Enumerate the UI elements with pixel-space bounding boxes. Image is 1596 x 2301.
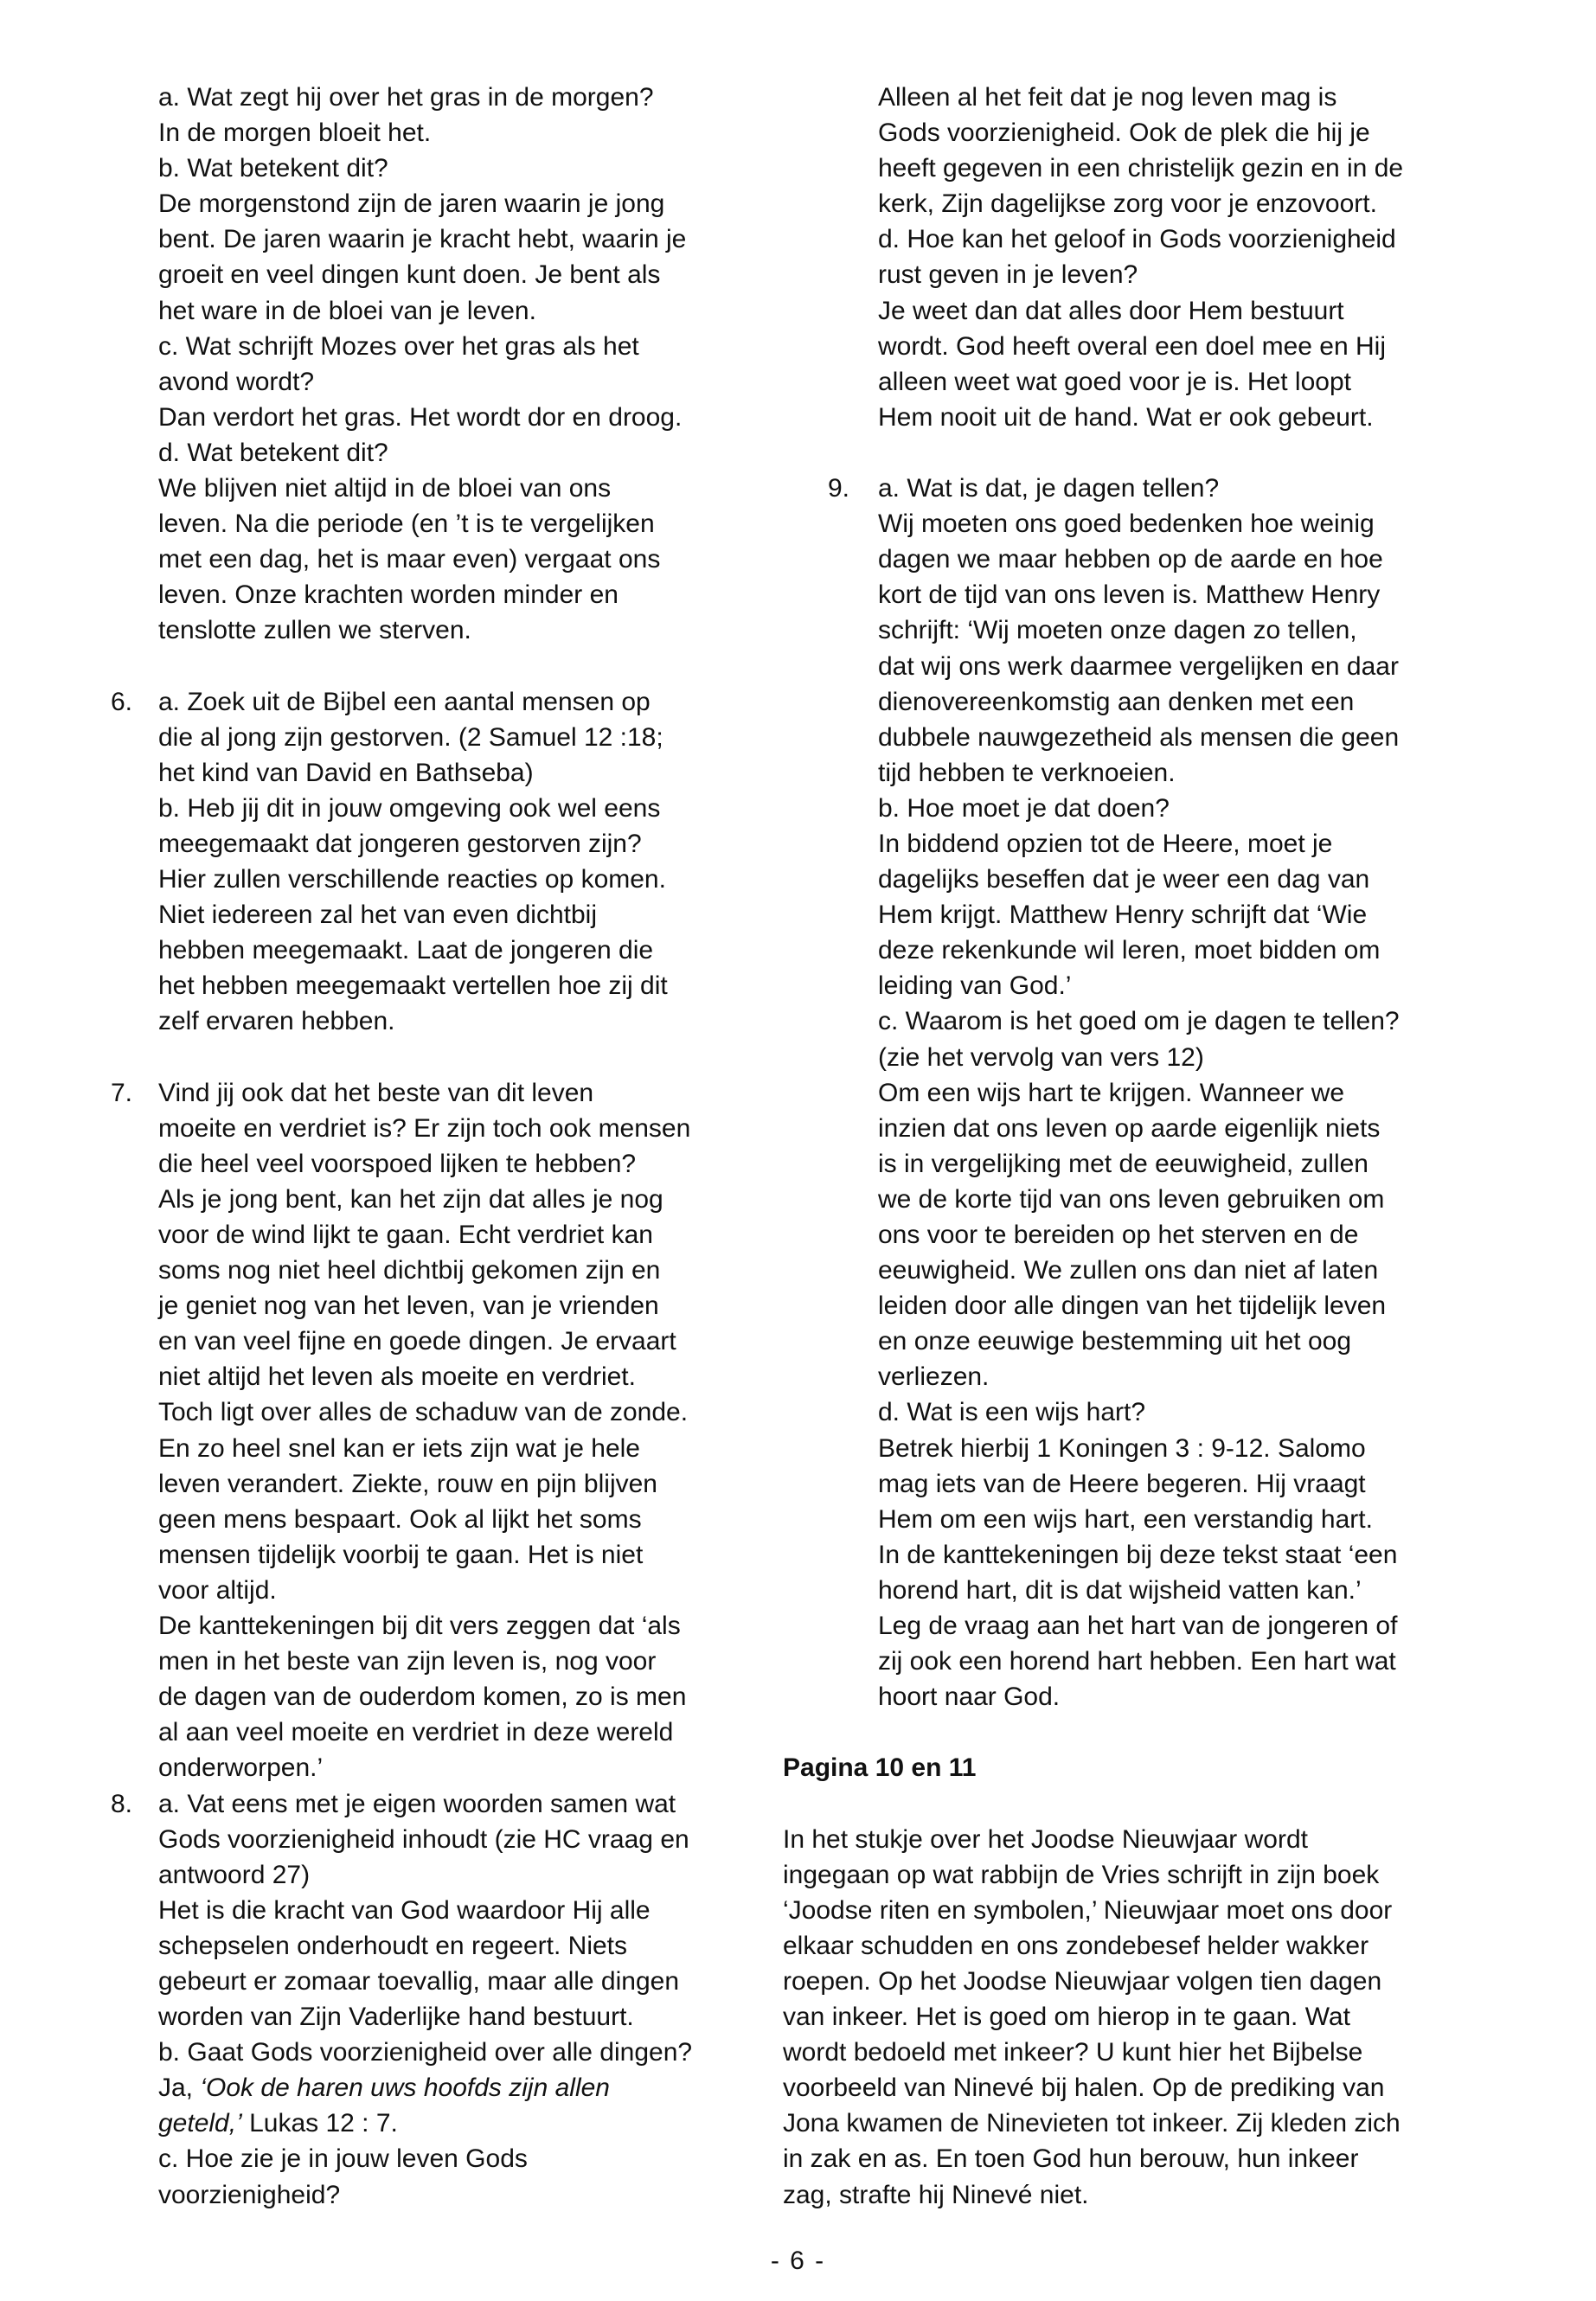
text-line: In de morgen bloeit het. — [158, 119, 432, 148]
text-line: a. Wat zegt hij over het gras in de morgen? — [158, 83, 654, 112]
text-line: leiding van God.’ — [878, 971, 1072, 1001]
text-line: Wij moeten ons goed bedenken hoe weinig — [878, 510, 1375, 539]
text-line: d. Hoe kan het geloof in Gods voorzienigheid — [878, 225, 1396, 254]
text-line: En zo heel snel kan er iets zijn wat je hele — [158, 1433, 640, 1463]
text-line: c. Wat schrijft Mozes over het gras als het — [158, 331, 639, 361]
text-line: avond wordt? — [158, 367, 315, 396]
text-line: niet altijd het leven als moeite en verdriet. — [158, 1362, 636, 1392]
text-line: schepselen onderhoudt en regeert. Niets — [158, 1931, 628, 1960]
text-line: wordt bedoeld met inkeer? U kunt hier het Bijbelse — [783, 2038, 1363, 2067]
text-line: eeuwigheid. We zullen ons dan niet af laten — [878, 1256, 1379, 1285]
text-line: c. Waarom is het goed om je dagen te tellen? — [878, 1007, 1400, 1036]
text-line: het hebben meegemaakt vertellen hoe zij dit — [158, 971, 668, 1001]
italic-quote: ‘Ook de haren uws hoofds zijn allen — [200, 2073, 610, 2103]
text-line — [158, 2106, 768, 2141]
text-line: leven. Onze krachten worden minder en — [158, 580, 619, 610]
text-line: elkaar schudden en ons zondebesef helder wakker — [783, 1931, 1369, 1960]
text-line: leven. Na die periode (en ’t is te vergelijken — [158, 510, 655, 539]
paragraph-gap — [783, 1715, 1527, 1750]
text-line: die al jong zijn gestorven. (2 Samuel 12 :18; — [158, 722, 663, 752]
paragraph — [111, 80, 768, 649]
text-line: soms nog niet heel dichtbij gekomen zijn en — [158, 1256, 661, 1285]
text-line: Vind jij ook dat het beste van dit leven — [158, 1078, 594, 1107]
text-line: b. Heb jij dit in jouw omgeving ook wel eens — [158, 793, 661, 823]
item-number: 9. — [828, 474, 850, 503]
text-line: dagen we maar hebben op de aarde en hoe — [878, 545, 1383, 574]
text-line: c. Hoe zie je in jouw leven Gods — [158, 2144, 528, 2174]
paragraph-gap — [111, 649, 768, 684]
text-line: leiden door alle dingen van het tijdelijk leven — [878, 1292, 1387, 1321]
text-line: dienovereenkomstig aan denken met een — [878, 687, 1355, 716]
text-line: Hem krijgt. Matthew Henry schrijft dat ‘Wie — [878, 901, 1368, 930]
text-line: bent. De jaren waarin je kracht hebt, waarin je — [158, 225, 687, 254]
text-line: zij ook een horend hart hebben. Een hart wat — [878, 1647, 1396, 1676]
text-line: tijd hebben te verknoeien. — [878, 758, 1176, 787]
text-line: In de kanttekeningen bij deze tekst staat ‘een — [878, 1540, 1398, 1569]
text-line: ons voor te bereiden op het sterven en de — [878, 1221, 1359, 1249]
text-line: rust geven in je leven? — [878, 260, 1138, 290]
text-line: hebben meegemaakt. Laat de jongeren die — [158, 936, 654, 965]
heading-text: Pagina 10 en 11 — [783, 1753, 977, 1783]
text-line: Leg de vraag aan het hart van de jongeren of — [878, 1612, 1398, 1641]
text-line: b. Hoe moet je dat doen? — [878, 793, 1170, 823]
text-line: ‘Joodse riten en symbolen,’ Nieuwjaar moet ons door — [783, 1895, 1393, 1925]
text-line — [158, 2070, 768, 2106]
text-line: Jona kwamen de Ninevieten tot inkeer. Zij kleden zich — [783, 2109, 1401, 2138]
text-line: worden van Zijn Vaderlijke hand bestuurt. — [158, 2003, 634, 2032]
text-line: horend hart, dit is dat wijsheid vatten kan.’ — [878, 1575, 1362, 1605]
text-line: voor altijd. — [158, 1575, 277, 1605]
text-line: de dagen van de ouderdom komen, zo is men — [158, 1682, 687, 1712]
text-line: deze rekenkunde wil leren, moet bidden om — [878, 936, 1381, 965]
text-line: d. Wat is een wijs hart? — [878, 1398, 1146, 1427]
text-line: Niet iedereen zal het van even dichtbij — [158, 901, 597, 930]
text-line: kort de tijd van ons leven is. Matthew Henry — [878, 580, 1381, 610]
text-line: Gods voorzienigheid. Ook de plek die hij je — [878, 119, 1370, 148]
text-line: het kind van David en Bathseba) — [158, 758, 534, 787]
paragraph-gap — [783, 435, 1527, 471]
text-line: zelf ervaren hebben. — [158, 1007, 395, 1036]
section-heading — [783, 1750, 1527, 1785]
text-line: Hier zullen verschillende reacties op komen. — [158, 865, 666, 894]
text-line: Gods voorzienigheid inhoudt (zie HC vraag en — [158, 1824, 689, 1854]
text-line: a. Zoek uit de Bijbel een aantal mensen op — [158, 687, 651, 716]
text-line: (zie het vervolg van vers 12) — [878, 1042, 1204, 1072]
text-line: Je weet dan dat alles door Hem bestuurt — [878, 296, 1344, 325]
text-line: het ware in de bloei van je leven. — [158, 296, 536, 325]
text-line: De kanttekeningen bij dit vers zeggen dat ‘als — [158, 1612, 681, 1641]
text-line: kerk, Zijn dagelijkse zorg voor je enzovoort. — [878, 189, 1377, 219]
text-line: Als je jong bent, kan het zijn dat alles je nog — [158, 1184, 663, 1214]
text-line: b. Wat betekent dit? — [158, 154, 388, 183]
text-line: mensen tijdelijk voorbij te gaan. Het is niet — [158, 1540, 644, 1569]
text-line: gebeurt er zomaar toevallig, maar alle dingen — [158, 1966, 680, 1996]
text-line: geen mens bespaart. Ook al lijkt het soms — [158, 1504, 642, 1534]
text-line: Alleen al het feit dat je nog leven mag is — [878, 83, 1337, 112]
text-line: De morgenstond zijn de jaren waarin je jong — [158, 189, 665, 219]
text-line: Toch ligt over alles de schaduw van de zonde. — [158, 1398, 689, 1427]
text-line: is in vergelijking met de eeuwigheid, zullen — [878, 1149, 1368, 1178]
text-line: antwoord 27) — [158, 1860, 311, 1889]
text-line: Hem om een wijs hart, een verstandig hart. — [878, 1504, 1373, 1534]
text-line: In biddend opzien tot de Heere, moet je — [878, 829, 1333, 858]
page-number: - 6 - — [770, 2247, 826, 2275]
text-line: wordt. God heeft overal een doel mee en Hij — [878, 331, 1387, 361]
text-line: groeit en veel dingen kunt doen. Je bent als — [158, 260, 661, 290]
numbered-item — [111, 684, 768, 1040]
text-line: inzien dat ons leven op aarde eigenlijk niets — [878, 1113, 1381, 1143]
right-column — [783, 80, 1527, 2213]
text-line: a. Vat eens met je eigen woorden samen wat — [158, 1789, 676, 1818]
italic-quote: geteld,’ — [158, 2109, 242, 2138]
text-line: tenslotte zullen we sterven. — [158, 616, 471, 645]
text-line: die heel veel voorspoed lijken te hebben? — [158, 1149, 637, 1178]
text-line: b. Gaat Gods voorzienigheid over alle dingen? — [158, 2038, 693, 2067]
text-line: alleen weet wat goed voor je is. Het loopt — [878, 367, 1351, 396]
numbered-item — [111, 1786, 768, 2213]
text-line: in zak en as. En toen God hun berouw, hun inkeer — [783, 2144, 1359, 2174]
text-line: dagelijks beseffen dat je weer een dag van — [878, 865, 1370, 894]
text-line: voorbeeld van Ninevé bij halen. Op de prediking van — [783, 2073, 1385, 2103]
paragraph-gap — [111, 1040, 768, 1075]
item-number: 6. — [111, 687, 133, 716]
text-line: hoort naar God. — [878, 1682, 1061, 1712]
text-line: meegemaakt dat jongeren gestorven zijn? — [158, 829, 642, 858]
text-line: a. Wat is dat, je dagen tellen? — [878, 474, 1220, 503]
text-line: Het is die kracht van God waardoor Hij alle — [158, 1895, 651, 1925]
text-line: onderworpen.’ — [158, 1753, 324, 1783]
text-line: ingegaan op wat rabbijn de Vries schrijft in zijn boek — [783, 1860, 1380, 1889]
item-number: 7. — [111, 1078, 133, 1107]
text-line: Dan verdort het gras. Het wordt dor en droog. — [158, 402, 683, 432]
text-line: met een dag, het is maar even) vergaat ons — [158, 545, 661, 574]
numbered-item — [783, 471, 1527, 1715]
text-line: roepen. Op het Joodse Nieuwjaar volgen tien dagen — [783, 1966, 1382, 1996]
paragraph — [783, 1822, 1527, 2213]
text-line: en onze eeuwige bestemming uit het oog — [878, 1327, 1352, 1356]
text-line: heeft gegeven in een christelijk gezin en in de — [878, 154, 1404, 183]
text-line: en van veel fijne en goede dingen. Je ervaart — [158, 1327, 676, 1356]
text-segment: Lukas 12 : 7. — [241, 2109, 398, 2138]
text-line: je geniet nog van het leven, van je vrienden — [158, 1292, 659, 1321]
text-line: In het stukje over het Joodse Nieuwjaar wordt — [783, 1824, 1308, 1854]
left-column — [111, 80, 768, 2213]
text-line: Hem nooit uit de hand. Wat er ook gebeurt. — [878, 402, 1374, 432]
text-line: Om een wijs hart te krijgen. Wanneer we — [878, 1078, 1345, 1107]
text-line: van inkeer. Het is goed om hierop in te gaan. Wat — [783, 2003, 1350, 2032]
text-line: we de korte tijd van ons leven gebruiken om — [878, 1184, 1385, 1214]
text-line: al aan veel moeite en verdriet in deze wereld — [158, 1718, 674, 1747]
text-line: leven verandert. Ziekte, rouw en pijn blijven — [158, 1469, 657, 1498]
text-line: verliezen. — [878, 1362, 990, 1392]
text-segment: Ja, — [158, 2073, 201, 2103]
text-line: men in het beste van zijn leven is, nog voor — [158, 1647, 657, 1676]
numbered-item — [111, 1075, 768, 1786]
paragraph-gap — [783, 1786, 1527, 1822]
text-line: Betrek hierbij 1 Koningen 3 : 9-12. Salomo — [878, 1433, 1366, 1463]
text-line: We blijven niet altijd in de bloei van ons — [158, 474, 612, 503]
text-line: schrijft: ‘Wij moeten onze dagen zo tellen, — [878, 616, 1357, 645]
text-line: dubbele nauwgezetheid als mensen die geen — [878, 722, 1400, 752]
text-line: d. Wat betekent dit? — [158, 438, 388, 467]
text-line: voor de wind lijkt te gaan. Echt verdriet kan — [158, 1221, 653, 1249]
text-line: voorzienigheid? — [158, 2180, 341, 2209]
text-line: moeite en verdriet is? Er zijn toch ook mensen — [158, 1113, 691, 1143]
item-number: 8. — [111, 1789, 133, 1818]
text-line: mag iets van de Heere begeren. Hij vraagt — [878, 1469, 1366, 1498]
text-line: zag, strafte hij Ninevé niet. — [783, 2180, 1089, 2209]
paragraph — [783, 80, 1527, 435]
text-line: dat wij ons werk daarmee vergelijken en daar — [878, 651, 1399, 681]
